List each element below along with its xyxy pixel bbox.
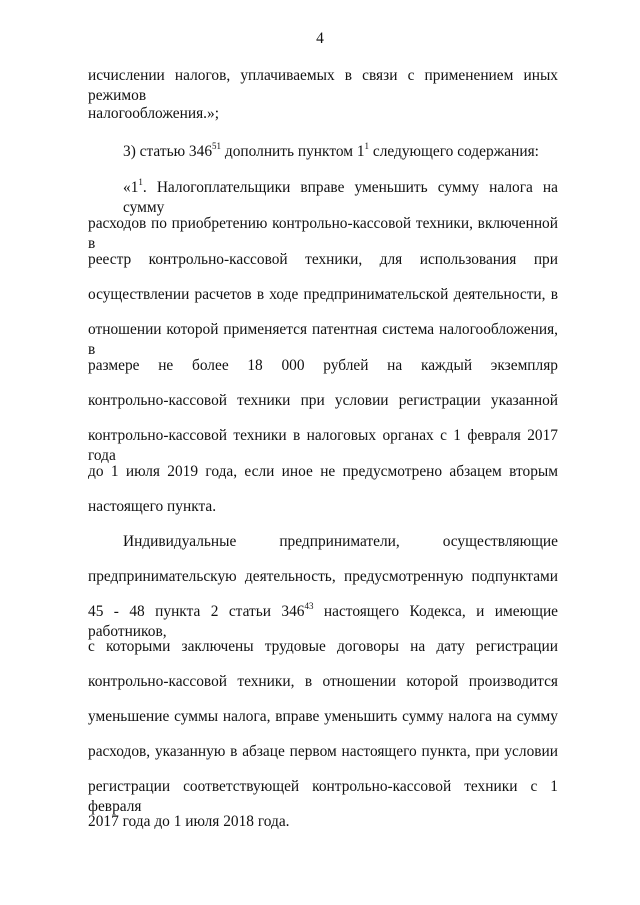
text-fragment: . Налогоплательщики вправе уменьшить сумму налога на сумму: [123, 179, 558, 216]
superscript: 51: [212, 141, 222, 151]
text-fragment: 3) статью 346: [123, 143, 213, 160]
superscript: 43: [304, 601, 314, 611]
text-line: с которыми заключены трудовые договоры на дату регистрации: [88, 638, 558, 655]
text-fragment: 45 - 48 пункта 2 статьи 346: [88, 603, 305, 620]
superscript: 1: [364, 141, 370, 151]
text-fragment: следующего содержания:: [369, 143, 539, 160]
text-line: [123, 142, 558, 162]
text-line: до 1 июля 2019 года, если иное не предусмотрено абзацем вторым: [88, 463, 558, 480]
text-line: налогообложения.»;: [88, 105, 219, 122]
text-line: 2017 года до 1 июля 2018 года.: [88, 813, 290, 830]
text-fragment: настоящего Кодекса, и имеющие работников,: [88, 603, 559, 640]
text-line: предпринимательскую деятельность, предусмотренную подпунктами: [88, 568, 558, 585]
text-line: Индивидуальные предприниматели, осуществляющие: [123, 533, 558, 550]
text-line: осуществлении расчетов в ходе предпринимательской деятельности, в: [88, 286, 558, 303]
text-line: расходов по приобретению контрольно-кассовой техники, включенной в: [88, 215, 558, 252]
text-line: контрольно-кассовой техники в налоговых органах с 1 февраля 2017 года: [88, 427, 558, 464]
text-line: уменьшение суммы налога, вправе уменьшить сумму налога на сумму: [88, 708, 558, 725]
text-line: исчислении налогов, уплачиваемых в связи с применением иных режимов: [88, 67, 558, 104]
text-line: [123, 178, 558, 218]
text-line: настоящего пункта.: [88, 498, 217, 515]
text-line: контрольно-кассовой техники, в отношении которой производится: [88, 673, 558, 690]
text-line: отношении которой применяется патентная система налогообложения, в: [88, 321, 558, 358]
text-line: реестр контрольно-кассовой техники, для использования при: [88, 251, 558, 268]
text-line: контрольно-кассовой техники при условии регистрации указанной: [88, 392, 558, 409]
text-fragment: «1: [123, 179, 139, 196]
text-fragment: дополнить пунктом 1: [221, 143, 365, 160]
text-line: расходов, указанную в абзаце первом настоящего пункта, при условии: [88, 743, 558, 760]
text-line: регистрации соответствующей контрольно-кассовой техники с 1 февраля: [88, 778, 558, 815]
text-line: [88, 602, 558, 642]
superscript: 1: [138, 177, 143, 187]
page-number: 4: [316, 30, 324, 47]
text-line: размере не более 18 000 рублей на каждый экземпляр: [88, 357, 558, 374]
